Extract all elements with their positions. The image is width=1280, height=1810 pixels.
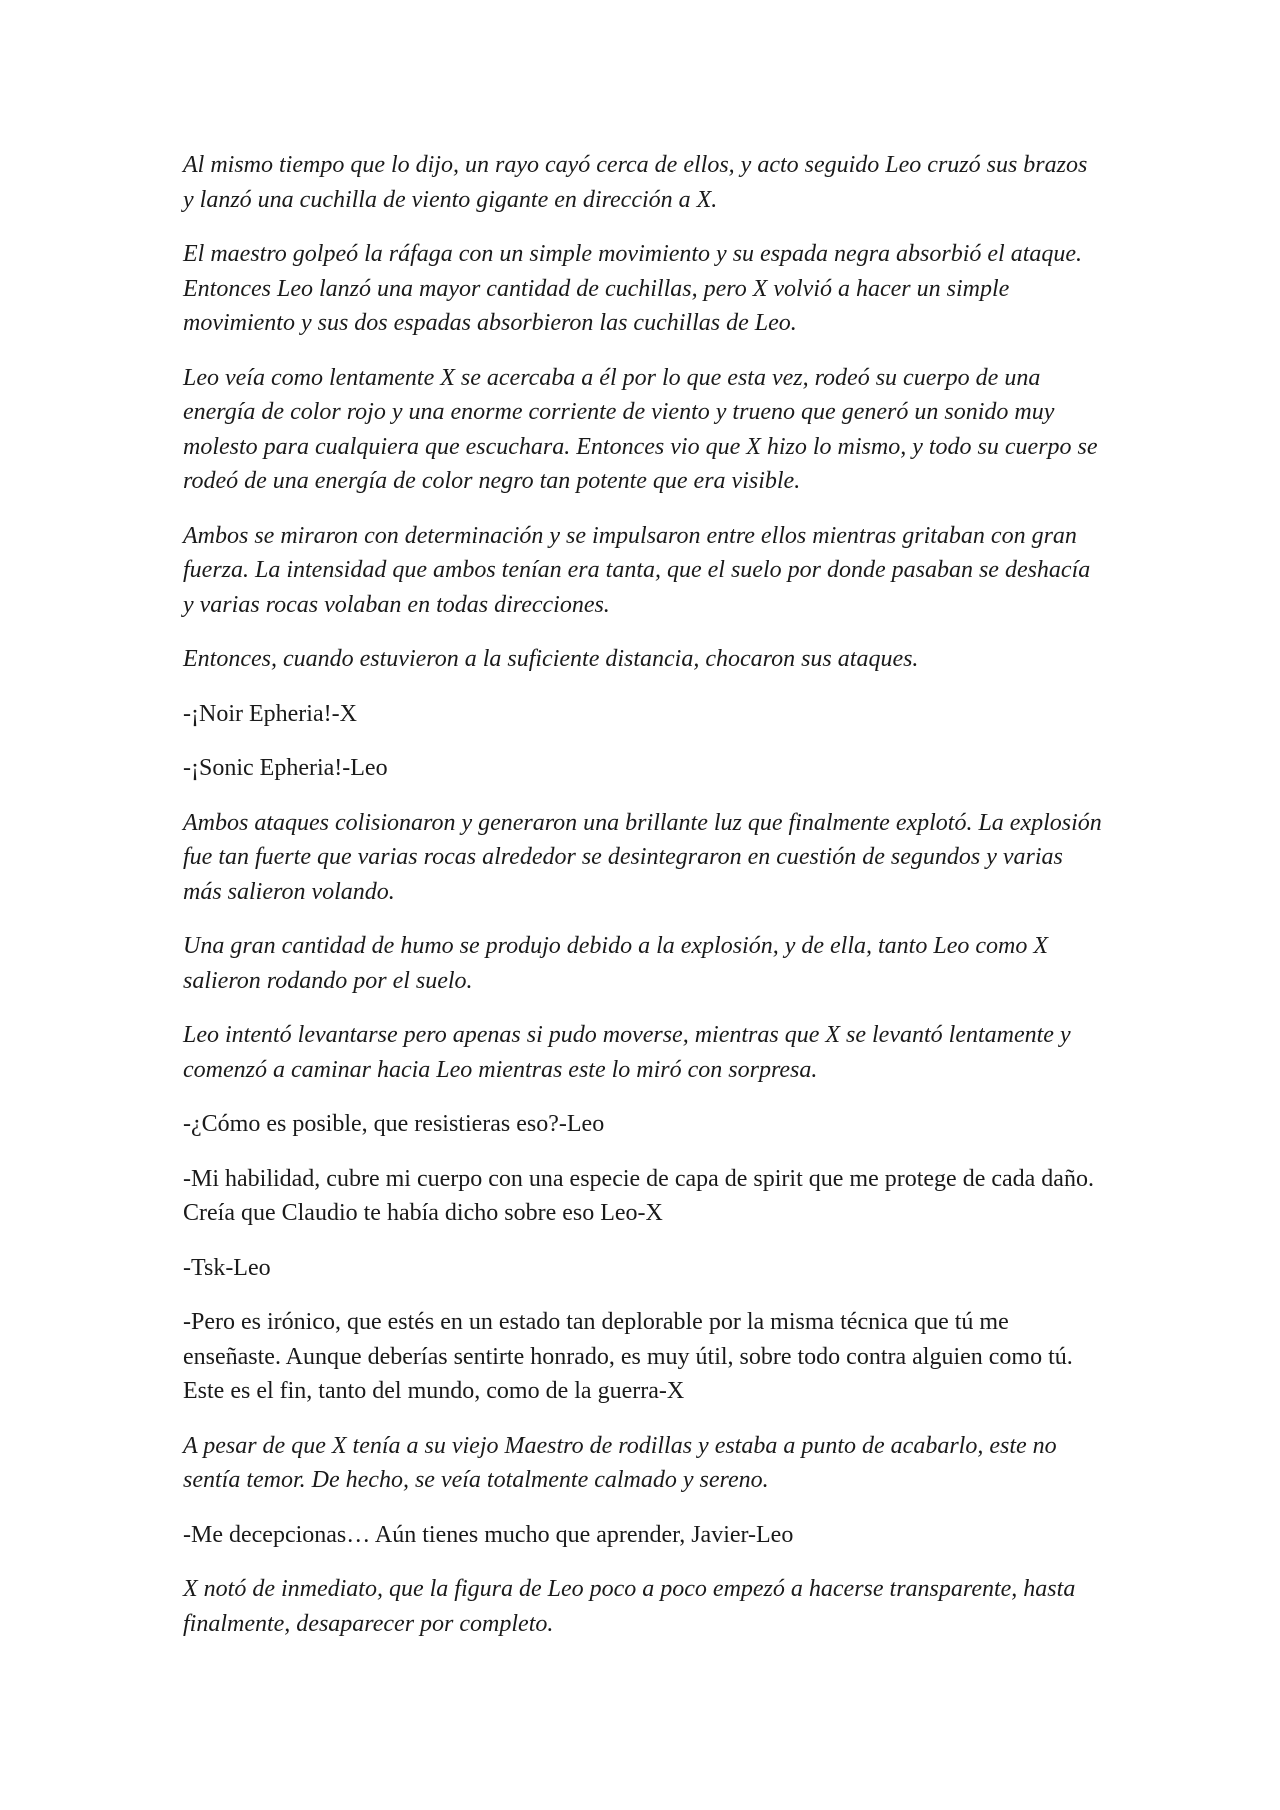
paragraph-narration: Ambos ataques colisionaron y generaron una brillante luz que finalmente explotó. La explosión fue tan fuerte que varias rocas alrededor se desintegraron en cuestión de segundos y varias más salieron volando.	[183, 809, 1102, 905]
paragraph-narration: Leo veía como lentamente X se acercaba a él por lo que esta vez, rodeó su cuerpo de una energía de color rojo y una enorme corriente de viento y trueno que generó un sonido muy molesto para cualquiera que escuchara. Entonces vio que X hizo lo mismo, y todo su cuerpo se rodeó de una energía de color negro tan potente que era visible.	[183, 364, 1098, 494]
paragraph-narration: Leo intentó levantarse pero apenas si pudo moverse, mientras que X se levantó lentamente y comenzó a caminar hacia Leo mientras este lo miró con sorpresa.	[183, 1022, 1071, 1083]
paragraph-narration: Ambos se miraron con determinación y se impulsaron entre ellos mientras gritaban con gran fuerza. La intensidad que ambos tenían era tanta, que el suelo por donde pasaban se deshacía y varias rocas volaban en todas direcciones.	[183, 522, 1091, 618]
paragraph-narration: El maestro golpeó la ráfaga con un simple movimiento y su espada negra absorbió el ataque. Entonces Leo lanzó una mayor cantidad de cuchillas, pero X volvió a hacer un simple movimiento y sus dos espadas absorbieron las cuchillas de Leo.	[183, 241, 1083, 336]
paragraph-narration: A pesar de que X tenía a su viejo Maestro de rodillas y estaba a punto de acabarlo, este no sentía temor. De hecho, se veía totalmente calmado y sereno.	[183, 1432, 1057, 1493]
paragraph-dialogue: -¡Sonic Epheria!-Leo	[183, 755, 388, 781]
text-body	[183, 148, 1103, 1661]
paragraph-dialogue: -Me decepcionas… Aún tienes mucho que aprender, Javier-Leo	[183, 1521, 794, 1548]
paragraph-dialogue: -Pero es irónico, que estés en un estado tan deplorable por la misma técnica que tú me enseñaste. Aunque deberías sentirte honrado, es muy útil, sobre todo contra alguien como tú. Este es el fin, tanto del mundo, como de la guerra-X	[183, 1309, 1073, 1404]
paragraph-dialogue: -Mi habilidad, cubre mi cuerpo con una especie de capa de spirit que me protege de cada daño. Creía que Claudio te había dicho sobre eso Leo-X	[183, 1165, 1094, 1226]
paragraph-narration: X notó de inmediato, que la figura de Leo poco a poco empezó a hacerse transparente, hasta finalmente, desaparecer por completo.	[183, 1576, 1076, 1637]
paragraph-narration: Al mismo tiempo que lo dijo, un rayo cayó cerca de ellos, y acto seguido Leo cruzó sus brazos y lanzó una cuchilla de viento gigante en dirección a X.	[183, 152, 1088, 213]
paragraph-narration: Una gran cantidad de humo se produjo debido a la explosión, y de ella, tanto Leo como X salieron rodando por el suelo.	[183, 933, 1048, 994]
paragraph-dialogue: -¿Cómo es posible, que resistieras eso?-Leo	[183, 1111, 605, 1137]
paragraph-narration: Entonces, cuando estuvieron a la suficiente distancia, chocaron sus ataques.	[183, 646, 919, 672]
paragraph-dialogue: -¡Noir Epheria!-X	[183, 700, 357, 727]
paragraph-dialogue: -Tsk-Leo	[183, 1254, 271, 1281]
